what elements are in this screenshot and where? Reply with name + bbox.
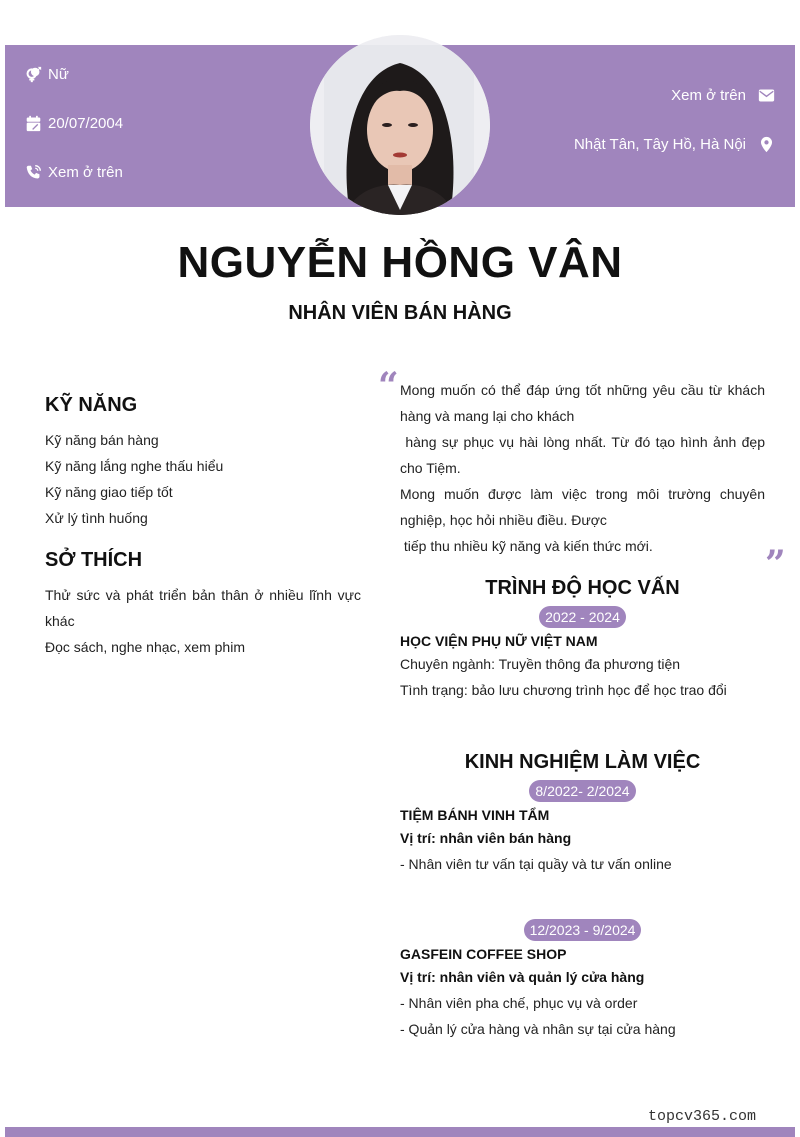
skills-heading: KỸ NĂNG [45,394,138,416]
skill-item: Xử lý tình huống [45,510,148,526]
gender-text: Nữ [48,66,69,83]
objective-line: hàng sự phục vụ hài lòng nhất. Từ đó tạo hình ảnh đẹp cho Tiệm. [400,434,769,476]
watermark: topcv365.com [648,1108,757,1125]
skill-item: Kỹ năng giao tiếp tốt [45,484,173,500]
job-task: - Nhân viên tư vấn tại quầy và tư vấn online [400,856,672,872]
hobby-item: Đọc sách, nghe nhạc, xem phim [45,639,245,655]
job-entry [400,780,765,877]
address-info [574,136,775,153]
birthdate-info [25,115,123,132]
quote-open-icon: “ [378,365,399,407]
skill-item: Kỹ năng bán hàng [45,432,159,448]
address-text: Nhật Tân, Tây Hồ, Hà Nội [573,136,746,153]
hobbies-heading: SỞ THÍCH [45,549,143,571]
education-detail: Tình trạng: bảo lưu chương trình học để học trao đổi [400,682,727,698]
objective-line: Mong muốn có thể đáp ứng tốt những yêu cầu từ khách hàng và mang lại cho khách [400,382,765,424]
job-role: Vị trí: nhân viên bán hàng [400,830,572,846]
phone-icon [25,164,42,181]
email-text: Xem ở trên [671,87,746,104]
job-title: NHÂN VIÊN BÁN HÀNG [288,302,512,324]
education-section [400,577,765,703]
school-name: HỌC VIỆN PHỤ NỮ VIỆT NAM [400,633,598,649]
career-objective [400,377,769,559]
company-name: GASFEIN COFFEE SHOP [400,946,567,962]
skills-list [45,427,361,531]
education-detail: Chuyên ngành: Truyền thông đa phương tiện [400,656,681,672]
phone-text: Xem ở trên [48,164,123,181]
email-icon [758,87,775,104]
job-period-badge: 8/2022- 2/2024 [529,780,635,802]
email-info [671,87,775,104]
education-period-badge: 2022 - 2024 [539,606,626,628]
location-icon [758,136,775,153]
calendar-icon [25,115,42,132]
hobby-item: Thử sức và phát triển bản thân ở nhiều lĩnh vực khác [45,587,361,629]
hobbies-list [45,582,361,660]
gender-info [25,66,69,83]
objective-line: Mong muốn được làm việc trong môi trường chuyên nghiệp, học hỏi nhiều điều. Được [400,486,765,528]
birthdate-text: 20/07/2004 [48,115,124,132]
profile-photo [310,35,490,215]
skill-item: Kỹ năng lắng nghe thấu hiểu [45,458,224,474]
job-task: - Quản lý cửa hàng và nhân sự tại cửa hàng [400,1021,676,1037]
avatar [310,35,490,215]
gender-icon [25,66,42,83]
experience-section [400,751,765,1042]
quote-close-icon: ” [765,543,786,585]
education-heading: TRÌNH ĐỘ HỌC VẤN [485,577,680,599]
job-role: Vị trí: nhân viên và quản lý cửa hàng [400,969,645,985]
job-entry [400,919,765,1042]
objective-line: tiếp thu nhiều kỹ năng và kiến thức mới. [400,538,653,554]
experience-heading: KINH NGHIỆM LÀM VIỆC [464,751,701,773]
company-name: TIỆM BÁNH VINH TẨM [400,807,550,823]
job-period-badge: 12/2023 - 9/2024 [524,919,642,941]
job-task: - Nhân viên pha chế, phục vụ và order [400,995,638,1011]
candidate-name: NGUYỄN HỒNG VÂN [177,238,623,287]
footer-band [5,1127,795,1137]
left-column [45,394,361,660]
phone-info [25,164,123,181]
